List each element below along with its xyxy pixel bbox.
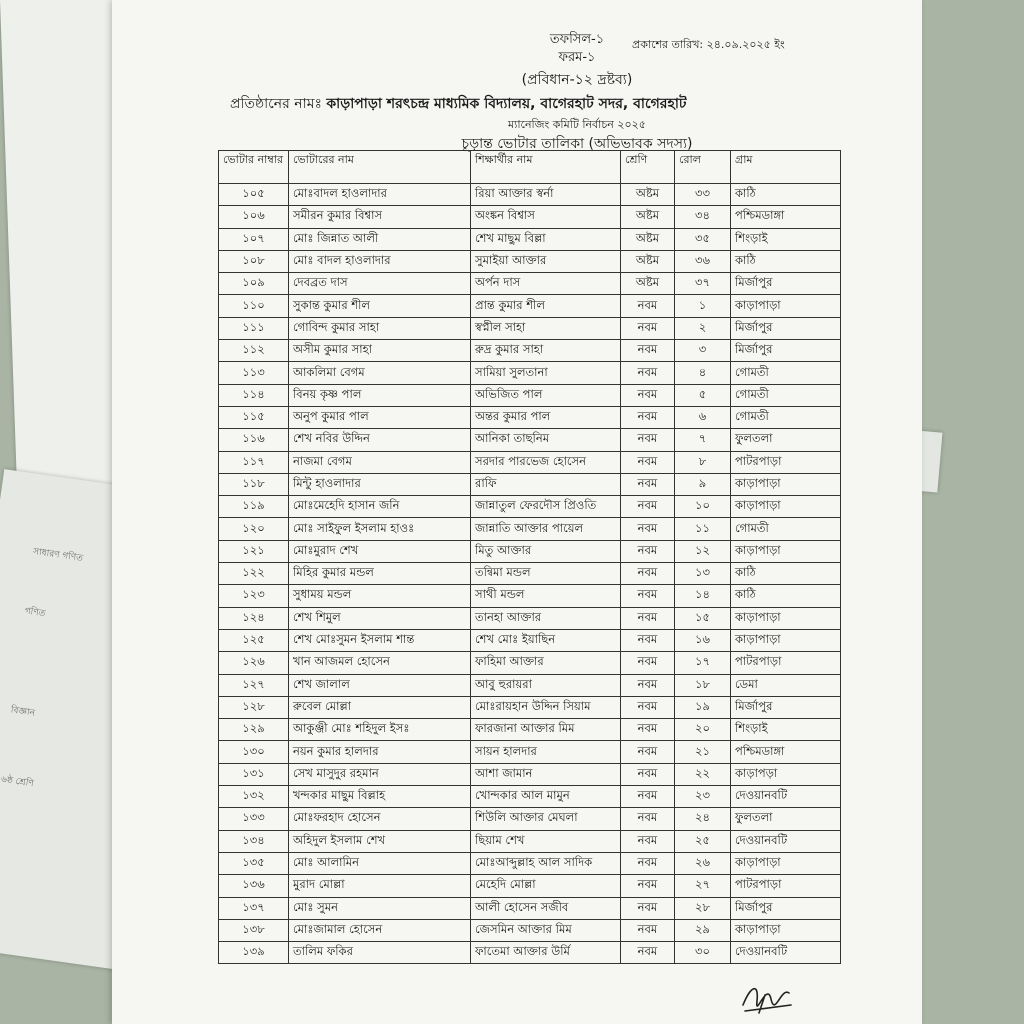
cell-voter-name: খন্দকার মাছুম বিল্লাহ	[289, 786, 471, 808]
cell-village: গোমতী	[731, 362, 841, 384]
cell-roll: ৪	[675, 362, 731, 384]
cell-class: নবম	[621, 808, 675, 830]
header-roll: রোল	[675, 151, 731, 184]
cell-roll: ১	[675, 295, 731, 317]
header-village: গ্রাম	[731, 151, 841, 184]
table-row	[219, 875, 841, 897]
cell-roll: ২২	[675, 763, 731, 785]
cell-village: মির্জাপুর	[731, 897, 841, 919]
cell-class: নবম	[621, 496, 675, 518]
cell-roll: ৩৩	[675, 184, 731, 206]
table-row	[219, 696, 841, 718]
election-title: ম্যানেজিং কমিটি নির্বাচন ২০২৫	[508, 118, 646, 131]
cell-village: পশ্চিমডাঙ্গা	[731, 741, 841, 763]
cell-voter-number: ১২৩	[219, 585, 289, 607]
cell-student-name: সাথী মন্ডল	[471, 585, 621, 607]
table-row	[219, 451, 841, 473]
institution-line	[112, 92, 1024, 116]
cell-voter-name: সেখ মাসুদুর রহমান	[289, 763, 471, 785]
table-row	[219, 919, 841, 941]
cell-class: নবম	[621, 629, 675, 651]
cell-voter-number: ১১৪	[219, 384, 289, 406]
cell-village: কাঠি	[731, 563, 841, 585]
cell-village: কাড়াপাড়া	[731, 607, 841, 629]
table-row	[219, 563, 841, 585]
cell-class: নবম	[621, 451, 675, 473]
cell-voter-name: মিহির কুমার মন্ডল	[289, 563, 471, 585]
cell-student-name: প্রান্ত কুমার শীল	[471, 295, 621, 317]
cell-voter-name: রুবেল মোল্লা	[289, 696, 471, 718]
cell-village: গোমতী	[731, 406, 841, 428]
cell-voter-number: ১০৬	[219, 206, 289, 228]
table-row	[219, 340, 841, 362]
table-row	[219, 362, 841, 384]
cell-voter-number: ১২৮	[219, 696, 289, 718]
cell-class: নবম	[621, 652, 675, 674]
table-row	[219, 228, 841, 250]
cell-class: নবম	[621, 317, 675, 339]
table-row	[219, 496, 841, 518]
publish-date: প্রকাশের তারিখ: ২৪.০৯.২০২৫ ইং	[632, 38, 785, 51]
cell-voter-number: ১৩৩	[219, 808, 289, 830]
table-row	[219, 808, 841, 830]
cell-roll: ৯	[675, 473, 731, 495]
table-row	[219, 273, 841, 295]
cell-voter-number: ১২৯	[219, 719, 289, 741]
cell-class: নবম	[621, 852, 675, 874]
cell-village: পাটরপাড়া	[731, 451, 841, 473]
table-header-row	[219, 151, 841, 184]
cell-student-name: অংঙ্কন বিশ্বাস	[471, 206, 621, 228]
cell-class: নবম	[621, 875, 675, 897]
cell-student-name: ফাহিমা আক্তার	[471, 652, 621, 674]
cell-village: কাড়াপাড়া	[731, 540, 841, 562]
cell-roll: ২৯	[675, 919, 731, 941]
table-row	[219, 852, 841, 874]
cell-class: নবম	[621, 540, 675, 562]
cell-voter-name: মোঃ বাদল হাওলাদার	[289, 250, 471, 272]
cell-class: নবম	[621, 406, 675, 428]
cell-student-name: জান্নাতুল ফেরদৌস প্রিওতি	[471, 496, 621, 518]
cell-voter-name: বিনয় কৃষ্ণ পাল	[289, 384, 471, 406]
cell-student-name: আবু হুরায়রা	[471, 674, 621, 696]
cell-class: নবম	[621, 897, 675, 919]
form-label: ফরম-১	[558, 50, 596, 65]
cell-student-name: সায়ন হালদার	[471, 741, 621, 763]
table-row	[219, 942, 841, 964]
cell-class: নবম	[621, 518, 675, 540]
table-row	[219, 629, 841, 651]
cell-voter-name: নাজমা বেগম	[289, 451, 471, 473]
table-row	[219, 518, 841, 540]
background-note: গণিত	[24, 606, 46, 620]
cell-village: কাঠি	[731, 184, 841, 206]
cell-voter-name: মিন্টু হাওলাদার	[289, 473, 471, 495]
cell-class: নবম	[621, 384, 675, 406]
cell-voter-name: মুরাদ মোল্লা	[289, 875, 471, 897]
cell-roll: ৫	[675, 384, 731, 406]
cell-village: কাড়াপাড়া	[731, 295, 841, 317]
table-row	[219, 406, 841, 428]
cell-student-name: সরদার পারভেজ হোসেন	[471, 451, 621, 473]
cell-voter-name: সমীরন কুমার বিশ্বাস	[289, 206, 471, 228]
institution-name: কাড়াপাড়া শরৎচন্দ্র মাধ্যমিক বিদ্যালয়, বাগেরহাট সদর, বাগেরহাট	[326, 96, 687, 112]
cell-voter-name: গোবিন্দ কুমার সাহা	[289, 317, 471, 339]
voter-table	[218, 150, 841, 964]
cell-class: নবম	[621, 295, 675, 317]
cell-roll: ২	[675, 317, 731, 339]
cell-student-name: শেখ মাছুম বিল্লা	[471, 228, 621, 250]
cell-voter-name: আকলিমা বেগম	[289, 362, 471, 384]
cell-class: অষ্টম	[621, 206, 675, 228]
cell-voter-number: ১১৩	[219, 362, 289, 384]
cell-village: কাড়াপাড়া	[731, 473, 841, 495]
cell-roll: ৩০	[675, 942, 731, 964]
cell-roll: ২০	[675, 719, 731, 741]
signature-icon	[737, 975, 797, 1019]
voter-rows	[219, 184, 841, 964]
cell-student-name: আশা জামান	[471, 763, 621, 785]
table-row	[219, 206, 841, 228]
cell-voter-name: মোঃফরহাদ হোসেন	[289, 808, 471, 830]
table-row	[219, 741, 841, 763]
cell-voter-name: মোঃমুরাদ শেখ	[289, 540, 471, 562]
cell-voter-name: শেখ শিমুল	[289, 607, 471, 629]
cell-voter-number: ১২০	[219, 518, 289, 540]
cell-village: পাটরপাড়া	[731, 875, 841, 897]
cell-voter-name: শেখ মোঃসুমন ইসলাম শান্ত	[289, 629, 471, 651]
cell-village: পশ্চিমডাঙ্গা	[731, 206, 841, 228]
cell-village: গোমতী	[731, 518, 841, 540]
background-note: বিজ্ঞান	[10, 705, 36, 719]
table-row	[219, 786, 841, 808]
header-voter-name: ভোটারের নাম	[289, 151, 471, 184]
cell-voter-number: ১২৬	[219, 652, 289, 674]
cell-student-name: তন্বিমা মন্ডল	[471, 563, 621, 585]
cell-class: নবম	[621, 429, 675, 451]
list-title: চূড়ান্ত ভোটার তালিকা (অভিভাবক সদস্য)	[461, 136, 693, 152]
cell-student-name: আলী হোসেন সজীব	[471, 897, 621, 919]
table-row	[219, 429, 841, 451]
cell-voter-name: অনুপ কুমার পাল	[289, 406, 471, 428]
cell-voter-name: দেবব্রত দাস	[289, 273, 471, 295]
cell-roll: ৭	[675, 429, 731, 451]
cell-class: নবম	[621, 942, 675, 964]
cell-class: নবম	[621, 607, 675, 629]
cell-voter-number: ১১৫	[219, 406, 289, 428]
cell-voter-number: ১২১	[219, 540, 289, 562]
cell-village: ফুলতলা	[731, 808, 841, 830]
cell-class: নবম	[621, 362, 675, 384]
cell-class: নবম	[621, 763, 675, 785]
cell-roll: ৩	[675, 340, 731, 362]
cell-roll: ৬	[675, 406, 731, 428]
cell-voter-number: ১০৯	[219, 273, 289, 295]
cell-student-name: রাফি	[471, 473, 621, 495]
header-class: শ্রেণি	[621, 151, 675, 184]
cell-roll: ৩৭	[675, 273, 731, 295]
cell-student-name: অন্তর কুমার পাল	[471, 406, 621, 428]
cell-voter-name: মোঃ আলামিন	[289, 852, 471, 874]
cell-roll: ১৭	[675, 652, 731, 674]
cell-class: অষ্টম	[621, 250, 675, 272]
header-voter-number: ভোটার নাম্বার	[219, 151, 289, 184]
cell-roll: ২১	[675, 741, 731, 763]
cell-roll: ৩৪	[675, 206, 731, 228]
cell-roll: ১০	[675, 496, 731, 518]
cell-roll: ১৬	[675, 629, 731, 651]
cell-voter-number: ১৩১	[219, 763, 289, 785]
table-row	[219, 250, 841, 272]
cell-village: ডেমা	[731, 674, 841, 696]
cell-voter-name: মোঃবাদল হাওলাদার	[289, 184, 471, 206]
cell-class: অষ্টম	[621, 184, 675, 206]
cell-roll: ৩৬	[675, 250, 731, 272]
cell-village: শিংড়াই	[731, 719, 841, 741]
cell-student-name: রুদ্র কুমার সাহা	[471, 340, 621, 362]
cell-voter-number: ১১৬	[219, 429, 289, 451]
cell-student-name: অর্পন দাস	[471, 273, 621, 295]
cell-student-name: অভিজিত পাল	[471, 384, 621, 406]
cell-village: শিংড়াই	[731, 228, 841, 250]
cell-village: কাঠি	[731, 250, 841, 272]
cell-village: মির্জাপুর	[731, 273, 841, 295]
cell-voter-number: ১৩৮	[219, 919, 289, 941]
cell-class: নবম	[621, 830, 675, 852]
cell-class: নবম	[621, 741, 675, 763]
cell-voter-name: মোঃ সুমন	[289, 897, 471, 919]
cell-roll: ৩৫	[675, 228, 731, 250]
cell-roll: ২৫	[675, 830, 731, 852]
cell-voter-name: তালিম ফকির	[289, 942, 471, 964]
table-row	[219, 719, 841, 741]
cell-voter-number: ১২২	[219, 563, 289, 585]
cell-student-name: তানহা আক্তার	[471, 607, 621, 629]
cell-student-name: জান্নাতি আক্তার পায়েল	[471, 518, 621, 540]
cell-student-name: ছিয়াম শেখ	[471, 830, 621, 852]
cell-voter-name: মোঃ সাইফুল ইসলাম হাওঃ	[289, 518, 471, 540]
cell-student-name: আনিকা তাছনিম	[471, 429, 621, 451]
cell-class: নবম	[621, 919, 675, 941]
cell-village: কাড়াপাড়া	[731, 919, 841, 941]
table-row	[219, 384, 841, 406]
cell-voter-name: সুকান্ত কুমার শীল	[289, 295, 471, 317]
table-row	[219, 652, 841, 674]
cell-student-name: শিউলি আক্তার মেঘলা	[471, 808, 621, 830]
cell-roll: ১২	[675, 540, 731, 562]
cell-student-name: মিতু আক্তার	[471, 540, 621, 562]
cell-voter-name: শেখ জালাল	[289, 674, 471, 696]
cell-student-name: ফাতেমা আক্তার উর্মি	[471, 942, 621, 964]
table-row	[219, 317, 841, 339]
cell-village: ফুলতলা	[731, 429, 841, 451]
cell-roll: ১৮	[675, 674, 731, 696]
cell-village: কাঠি	[731, 585, 841, 607]
cell-student-name: মোঃরায়হান উদ্দিন সিয়াম	[471, 696, 621, 718]
cell-voter-name: মোঃ জিন্নাত আলী	[289, 228, 471, 250]
cell-voter-name: মোঃজামাল হোসেন	[289, 919, 471, 941]
cell-voter-number: ১১০	[219, 295, 289, 317]
table-row	[219, 763, 841, 785]
cell-roll: ১৫	[675, 607, 731, 629]
cell-class: অষ্টম	[621, 273, 675, 295]
background-note: সাধারণ গণিত	[32, 546, 84, 564]
cell-voter-number: ১১৮	[219, 473, 289, 495]
cell-roll: ১৯	[675, 696, 731, 718]
cell-village: পাটরপাড়া	[731, 652, 841, 674]
cell-student-name: স্বপ্নীল সাহা	[471, 317, 621, 339]
cell-voter-number: ১২৭	[219, 674, 289, 696]
cell-roll: ২৭	[675, 875, 731, 897]
cell-voter-number: ১১১	[219, 317, 289, 339]
cell-voter-number: ১১২	[219, 340, 289, 362]
cell-student-name: রিয়া আক্তার স্বর্না	[471, 184, 621, 206]
cell-village: দেওয়ানবটি	[731, 942, 841, 964]
cell-voter-name: নয়ন কুমার হালদার	[289, 741, 471, 763]
rule-label: (প্রবিধান-১২ দ্রষ্টব্য)	[521, 72, 633, 88]
cell-student-name: সামিয়া সুলতানা	[471, 362, 621, 384]
cell-student-name: জেসমিন আক্তার মিম	[471, 919, 621, 941]
cell-roll: ২৮	[675, 897, 731, 919]
cell-class: নবম	[621, 563, 675, 585]
cell-voter-number: ১০৭	[219, 228, 289, 250]
cell-class: নবম	[621, 585, 675, 607]
cell-voter-number: ১১৭	[219, 451, 289, 473]
cell-village: কাড়াপাড়া	[731, 496, 841, 518]
cell-voter-number: ১২৪	[219, 607, 289, 629]
cell-student-name: মেহেদি মোল্লা	[471, 875, 621, 897]
cell-voter-number: ১২৫	[219, 629, 289, 651]
cell-class: নবম	[621, 719, 675, 741]
cell-village: মির্জাপুর	[731, 340, 841, 362]
institution-label: প্রতিষ্ঠানের নামঃ	[230, 96, 322, 112]
cell-student-name: মোঃআব্দুল্লাহ আল সাদিক	[471, 852, 621, 874]
cell-class: নবম	[621, 340, 675, 362]
cell-voter-number: ১০৮	[219, 250, 289, 272]
cell-village: মির্জাপুর	[731, 696, 841, 718]
cell-roll: ২৩	[675, 786, 731, 808]
cell-voter-number: ১৩০	[219, 741, 289, 763]
cell-village: দেওয়ানবটি	[731, 786, 841, 808]
cell-voter-name: অহিদুল ইসলাম শেখ	[289, 830, 471, 852]
cell-roll: ২৪	[675, 808, 731, 830]
cell-voter-number: ১১৯	[219, 496, 289, 518]
background-note: ৬ষ্ঠ শ্রেণি	[0, 774, 35, 790]
cell-voter-number: ১৩৯	[219, 942, 289, 964]
cell-voter-number: ১৩৭	[219, 897, 289, 919]
cell-class: নবম	[621, 674, 675, 696]
table-row	[219, 585, 841, 607]
cell-voter-number: ১৩৫	[219, 852, 289, 874]
cell-roll: ১১	[675, 518, 731, 540]
header-student-name: শিক্ষার্থীর নাম	[471, 151, 621, 184]
table-row	[219, 184, 841, 206]
cell-roll: ৮	[675, 451, 731, 473]
cell-village: মির্জাপুর	[731, 317, 841, 339]
cell-voter-name: মোঃমেহেদি হাসান জনি	[289, 496, 471, 518]
cell-village: গোমতী	[731, 384, 841, 406]
cell-class: নবম	[621, 786, 675, 808]
cell-village: কাড়াপাড়া	[731, 852, 841, 874]
cell-voter-name: আকুঞ্জী মোঃ শহিদুল ইসঃ	[289, 719, 471, 741]
table-row	[219, 540, 841, 562]
cell-roll: ২৬	[675, 852, 731, 874]
cell-voter-number: ১৩৬	[219, 875, 289, 897]
cell-student-name: শেখ মোঃ ইয়াছিন	[471, 629, 621, 651]
cell-student-name: খোন্দকার আল মামুন	[471, 786, 621, 808]
table-row	[219, 830, 841, 852]
table-row	[219, 473, 841, 495]
cell-class: নবম	[621, 696, 675, 718]
schedule-label: তফসিল-১	[549, 32, 605, 47]
cell-voter-number: ১৩২	[219, 786, 289, 808]
cell-student-name: ফারজানা আক্তার মিম	[471, 719, 621, 741]
table-row	[219, 295, 841, 317]
cell-voter-name: শেখ নবির উদ্দিন	[289, 429, 471, 451]
cell-student-name: সুমাইয়া আক্তার	[471, 250, 621, 272]
table-row	[219, 674, 841, 696]
cell-class: নবম	[621, 473, 675, 495]
cell-voter-number: ১৩৪	[219, 830, 289, 852]
cell-voter-name: সুধাময় মন্ডল	[289, 585, 471, 607]
cell-village: কাড়াপাড়া	[731, 629, 841, 651]
cell-voter-name: অসীম কুমার সাহা	[289, 340, 471, 362]
table-row	[219, 897, 841, 919]
cell-village: দেওয়ানবটি	[731, 830, 841, 852]
cell-roll: ১৩	[675, 563, 731, 585]
cell-village: কাড়াপড়া	[731, 763, 841, 785]
table-row	[219, 607, 841, 629]
voter-list-page	[112, 0, 922, 1024]
cell-voter-number: ১০৫	[219, 184, 289, 206]
cell-roll: ১৪	[675, 585, 731, 607]
cell-class: অষ্টম	[621, 228, 675, 250]
cell-voter-name: খান আজমল হোসেন	[289, 652, 471, 674]
